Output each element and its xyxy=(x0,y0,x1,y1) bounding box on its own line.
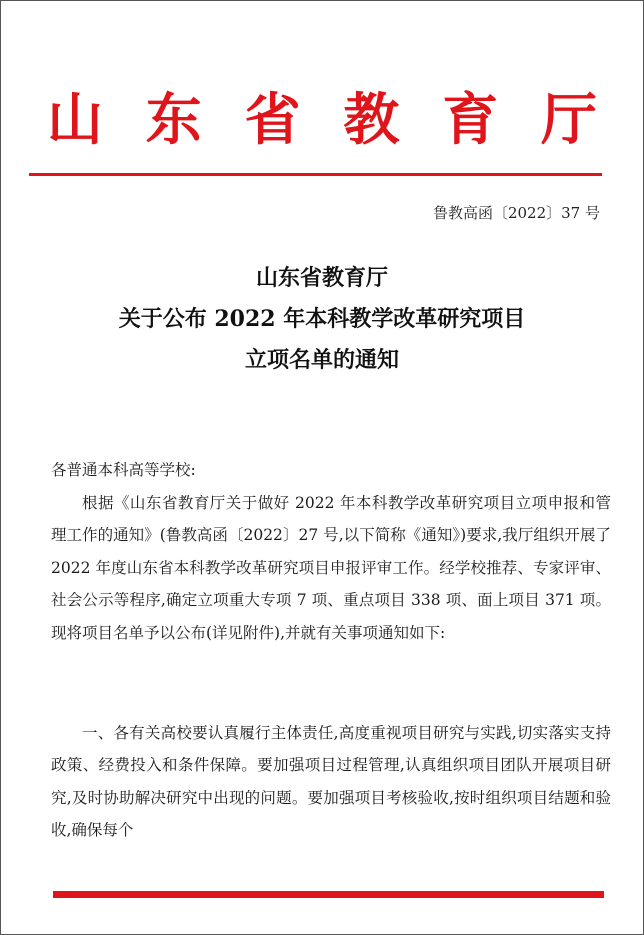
issuer-char: 山 xyxy=(47,87,103,153)
salutation: 各普通本科高等学校: xyxy=(51,461,196,479)
issuer-header xyxy=(47,85,597,155)
issuer-char: 厅 xyxy=(540,87,597,153)
issuer-char: 育 xyxy=(442,87,499,153)
title-line: 山东省教育厅 xyxy=(255,265,388,291)
document-title xyxy=(1,258,643,381)
header-red-rule xyxy=(29,173,602,176)
body-paragraph: 一、各有关高校要认真履行主体责任,高度重视项目研究与实践,切实落实支持政策、经费投入和条件保障。要加强项目过程管理,认真组织项目团队开展项目研究,及时协助解决研究中出现的问题。要加强项目考核验收,按时组织项目结题和验收,确保每个 xyxy=(51,724,611,840)
body-paragraph: 根据《山东省教育厅关于做好 2022 年本科教学改革研究项目立项申报和管理工作的通知》(鲁教高函〔2022〕27 号,以下简称《通知》)要求,我厅组织开展了 2022 年度山东省本科教学改革研究项目申报评审工作。经学校推荐、专家评审、社会公示等程序,确定立项重大专项 7 项、重点项目 338 项、面上项目 371 项。现将项目名单予以公布(详见附件),并就有关事项通知如下: xyxy=(51,494,611,642)
document-number: 鲁教高函〔2022〕37 号 xyxy=(432,204,600,222)
issuer-char: 省 xyxy=(244,87,301,153)
title-line: 立项名单的通知 xyxy=(244,347,399,373)
title-line: 关于公布 2022 年本科教学改革研究项目 xyxy=(118,306,526,332)
issuer-char: 东 xyxy=(145,87,202,153)
footer-red-rule xyxy=(53,891,604,898)
issuer-char: 教 xyxy=(343,87,400,153)
